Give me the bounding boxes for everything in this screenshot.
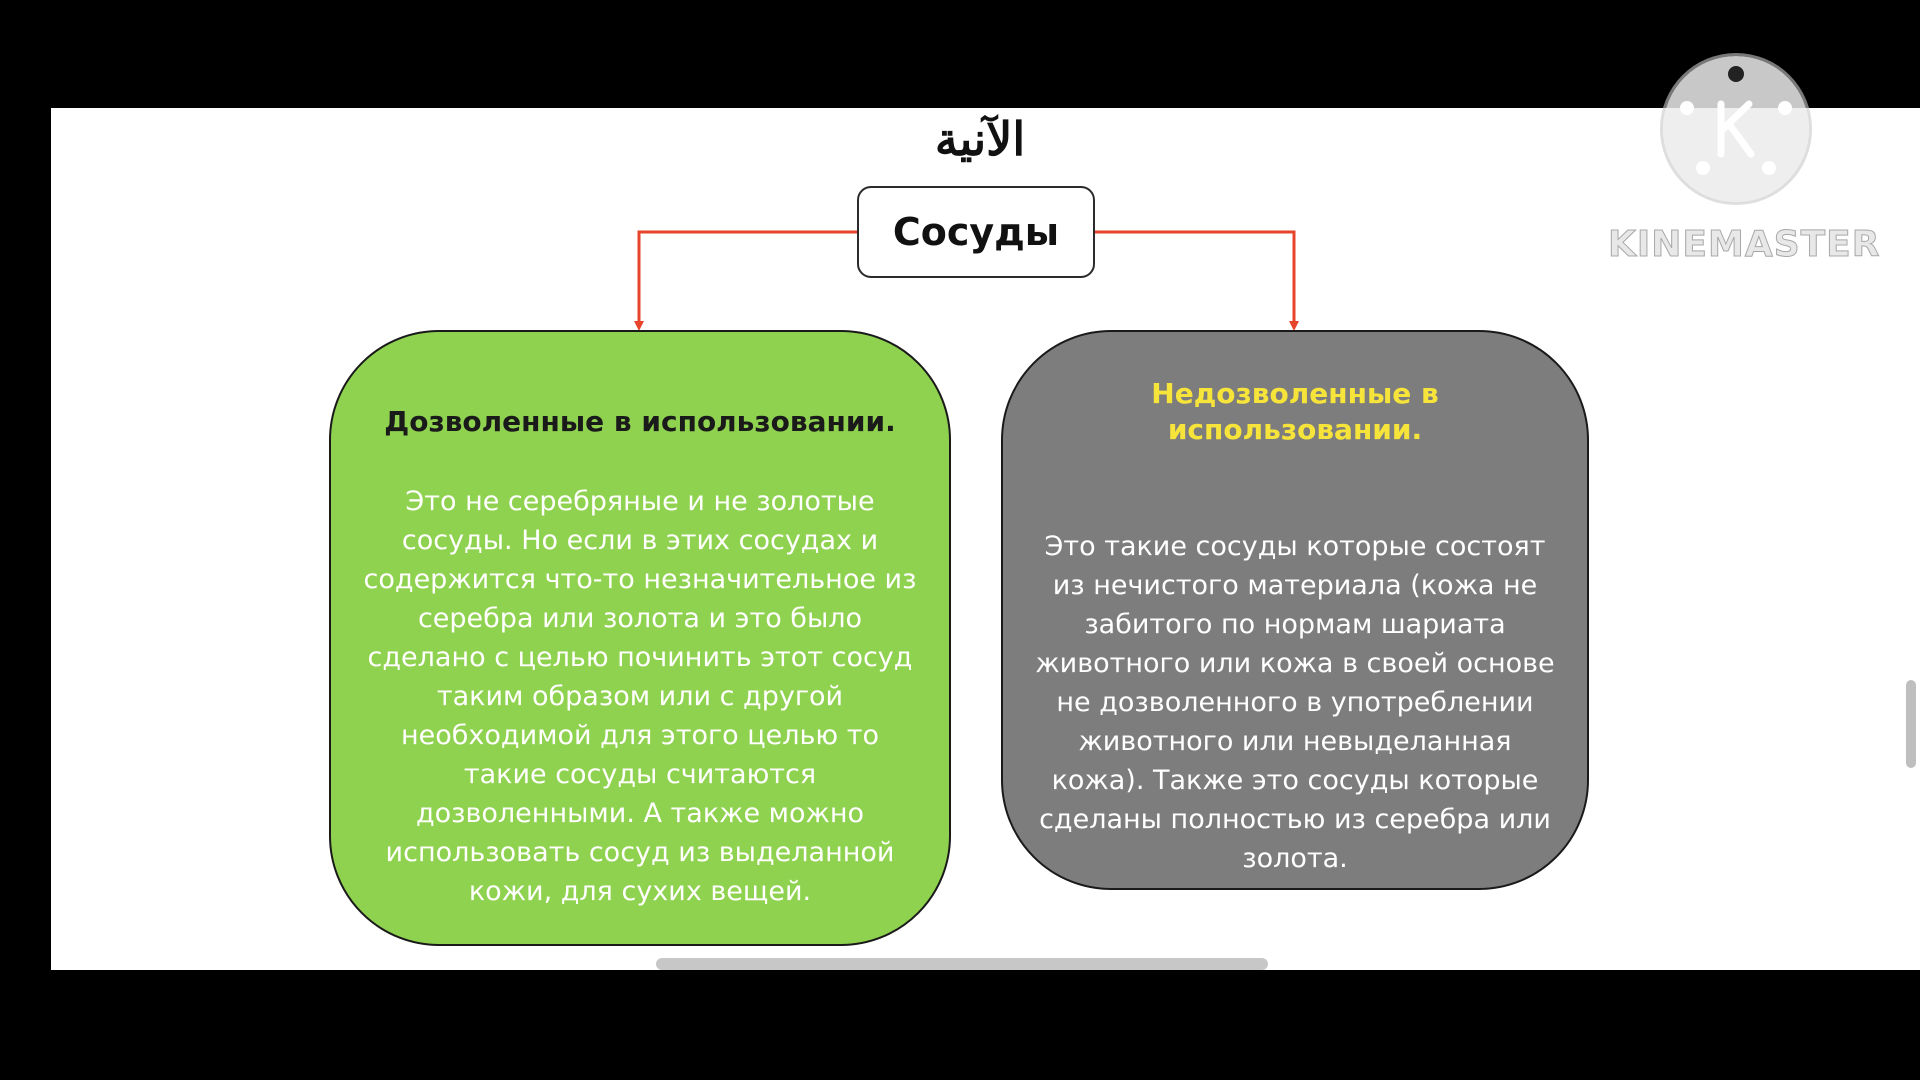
- permitted-card-title: Дозволенные в использовании.: [384, 405, 896, 438]
- forbidden-card-title: Недозволенные в использовании.: [1151, 377, 1439, 447]
- forbidden-card-body: Это такие сосуды которые состоят из нечистого материала (кожа не забитого по нормам шариата животного или кожа в своей основе не дозволенного в употреблении животного или невыделанная кожа). Также это сосуды которые сделаны полностью из серебра или золота.: [1035, 530, 1555, 874]
- root-node-label: Сосуды: [892, 210, 1060, 254]
- forbidden-card: [1001, 330, 1589, 890]
- root-node: [857, 186, 1095, 278]
- arabic-title: الآنية: [934, 112, 1026, 166]
- permitted-card-body: Это не серебряные и не золотые сосуды. Но если в этих сосудах и содержится что-то незначительное из серебра или золота и это было сделано с целью починить этот сосуд таким образом или с другой необходимой для этого целью то такие сосуды считаются дозволенными. А также можно использовать сосуд из выделанной кожи, для сухих вещей.: [363, 486, 917, 908]
- permitted-card: [329, 330, 951, 946]
- vertical-scrollbar[interactable]: [1906, 680, 1916, 768]
- kinemaster-watermark: [1608, 52, 1881, 272]
- horizontal-scrollbar[interactable]: [656, 958, 1268, 970]
- kinemaster-watermark-text: KINEMASTER: [1608, 224, 1881, 265]
- kinemaster-logo-icon: [1663, 56, 1809, 202]
